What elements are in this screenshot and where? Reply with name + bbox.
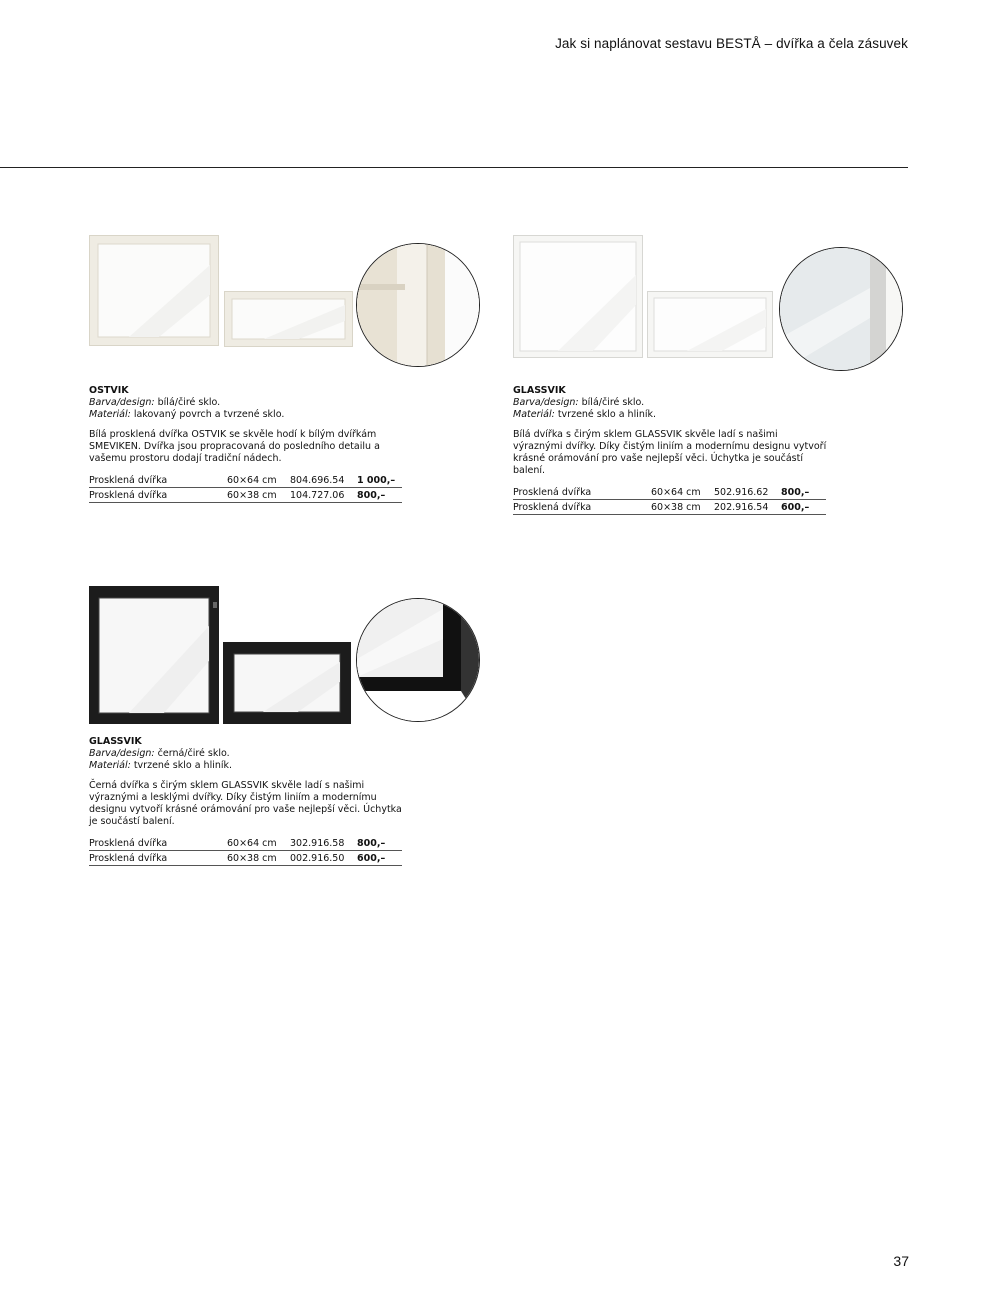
item-price: 800,– <box>781 485 826 500</box>
color-label: Barva/design: <box>89 748 155 759</box>
color-value: černá/čiré sklo. <box>157 748 230 759</box>
item-price: 1 000,– <box>357 473 402 488</box>
product-glassvik-white <box>513 235 828 513</box>
color-label: Barva/design: <box>89 397 155 408</box>
product-description: Bílá prosklená dvířka OSTVIK se skvěle hodí k bílým dvířkám SMEVIKEN. Dvířka jsou propracovaná do posledního detailu a vašemu prostoru dodají tradiční nádech. <box>89 429 380 464</box>
product-material <box>513 409 828 421</box>
material-value: lakovaný povrch a tvrzené sklo. <box>133 409 285 420</box>
door-large-image <box>89 235 219 346</box>
product-images <box>89 586 489 736</box>
product-color <box>89 748 404 760</box>
item-name: Prosklená dvířka <box>89 851 227 866</box>
product-name: GLASSVIK <box>513 385 566 396</box>
door-large-image <box>89 586 219 724</box>
material-value: tvrzené sklo a hliník. <box>557 409 657 420</box>
item-price: 800,– <box>357 836 402 851</box>
item-article-number: 104.727.06 <box>290 488 357 503</box>
door-small-image <box>647 291 773 358</box>
product-color <box>89 397 404 409</box>
item-size: 60×64 cm <box>227 836 290 851</box>
page-header-title: Jak si naplánovat sestavu BESTÅ – dvířka a čela zásuvek <box>555 36 908 51</box>
color-value: bílá/čiré sklo. <box>581 397 645 408</box>
item-article-number: 502.916.62 <box>714 485 781 500</box>
price-table <box>89 836 402 866</box>
color-value: bílá/čiré sklo. <box>157 397 221 408</box>
price-table <box>89 473 402 503</box>
item-price: 800,– <box>357 488 402 503</box>
product-glassvik-black <box>89 586 404 864</box>
color-label: Barva/design: <box>513 397 579 408</box>
product-info <box>89 385 404 503</box>
table-row <box>513 500 826 515</box>
product-info <box>89 736 404 866</box>
material-label: Materiál: <box>89 409 131 420</box>
material-value: tvrzené sklo a hliník. <box>133 760 233 771</box>
product-name: OSTVIK <box>89 385 129 396</box>
product-color <box>513 397 828 409</box>
detail-zoom-image <box>356 243 480 367</box>
item-size: 60×38 cm <box>227 488 290 503</box>
product-material <box>89 760 404 772</box>
product-name: GLASSVIK <box>89 736 142 747</box>
door-small-image <box>223 642 351 724</box>
product-info <box>513 385 828 515</box>
product-ostvik <box>89 235 404 501</box>
item-article-number: 002.916.50 <box>290 851 357 866</box>
table-row <box>513 485 826 500</box>
detail-zoom-image <box>356 598 480 722</box>
item-size: 60×38 cm <box>227 851 290 866</box>
item-article-number: 804.696.54 <box>290 473 357 488</box>
detail-zoom-image <box>779 247 903 371</box>
product-images <box>513 235 913 385</box>
item-name: Prosklená dvířka <box>89 473 227 488</box>
item-name: Prosklená dvířka <box>513 485 651 500</box>
item-article-number: 202.916.54 <box>714 500 781 515</box>
item-name: Prosklená dvířka <box>89 836 227 851</box>
header-rule <box>0 167 908 168</box>
table-row <box>89 473 402 488</box>
material-label: Materiál: <box>89 760 131 771</box>
product-description: Bílá dvířka s čirým sklem GLASSVIK skvěle ladí s našimi výraznými dvířky. Díky čistým liniím a modernímu designu vytvoří krásné orámování pro vaše nejlepší věci. Úchytka je součástí balení. <box>513 429 827 476</box>
table-row <box>89 488 402 503</box>
material-label: Materiál: <box>513 409 555 420</box>
door-small-image <box>224 291 353 347</box>
page-number: 37 <box>893 1253 909 1269</box>
item-price: 600,– <box>357 851 402 866</box>
item-size: 60×64 cm <box>651 485 714 500</box>
item-name: Prosklená dvířka <box>513 500 651 515</box>
product-material <box>89 409 404 421</box>
table-row <box>89 836 402 851</box>
item-size: 60×38 cm <box>651 500 714 515</box>
product-description: Černá dvířka s čirým sklem GLASSVIK skvěle ladí s našimi výraznými a lesklými dvířky. Díky čistým liniím a modernímu designu vytvoří krásné orámování pro vaše nejlepší věci. Úchytka je součástí balení. <box>89 780 402 827</box>
table-row <box>89 851 402 866</box>
item-article-number: 302.916.58 <box>290 836 357 851</box>
item-price: 600,– <box>781 500 826 515</box>
item-size: 60×64 cm <box>227 473 290 488</box>
item-name: Prosklená dvířka <box>89 488 227 503</box>
product-images <box>89 235 489 385</box>
price-table <box>513 485 826 515</box>
door-large-image <box>513 235 643 358</box>
